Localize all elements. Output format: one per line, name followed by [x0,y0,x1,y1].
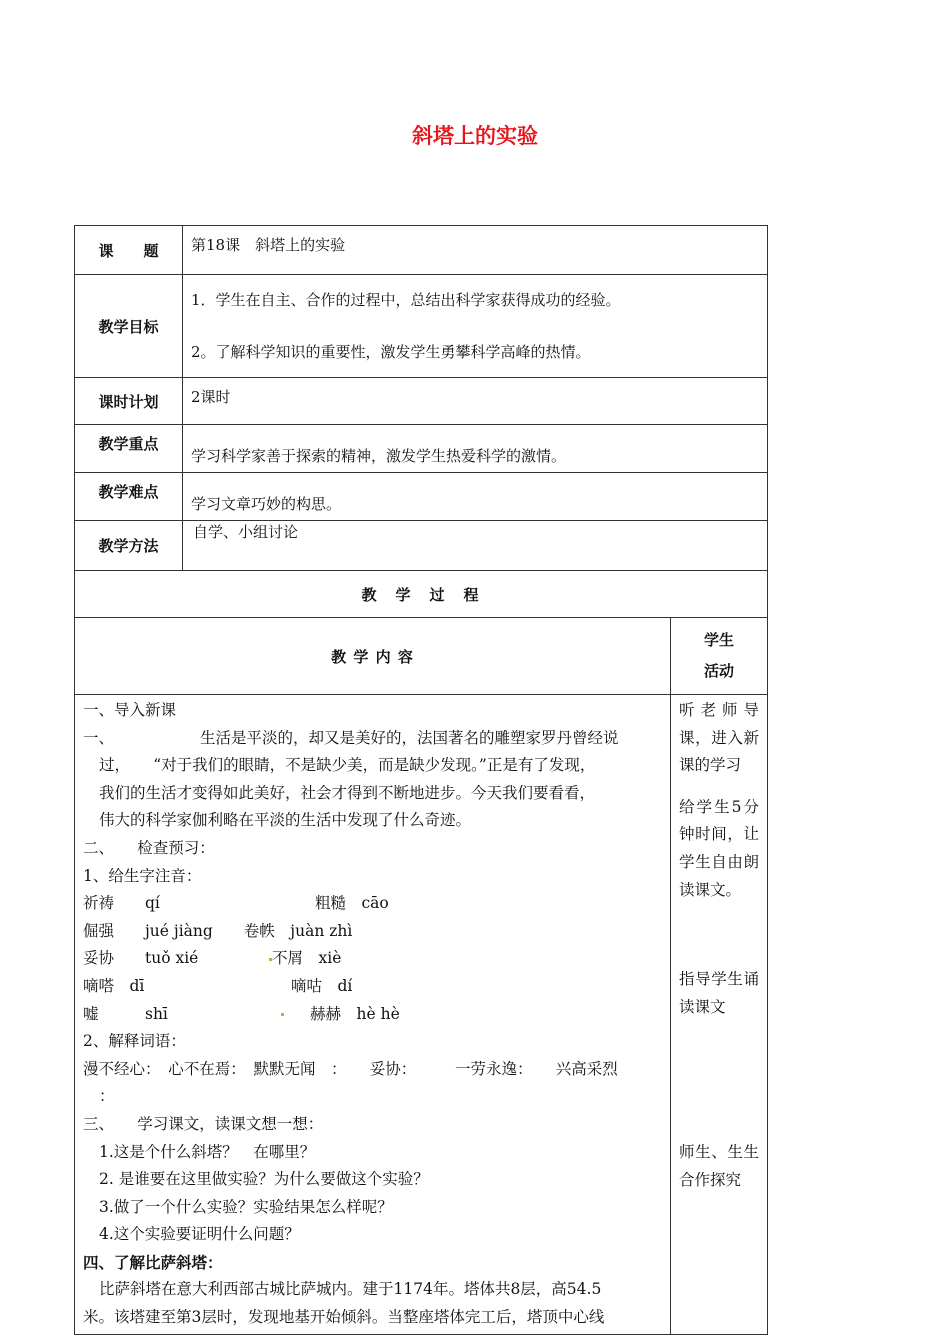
vocab-tail: ： [99,1087,115,1106]
vocab-line: 漫不经心： 心不在焉： 默默无闻 ： 妥协： 一劳永逸： 兴高采烈 [83,1059,618,1078]
row-process-header [75,571,768,618]
word-row-1 [83,890,666,918]
word-3b: 不屑 xiè [272,949,342,968]
goal-item-1: 1．学生在自主、合作的过程中，总结出科学家获得成功的经验。 [191,291,621,309]
word-4b: 嘀咕 dí [291,976,353,995]
activity-cell [671,695,768,1335]
hours-value: 2课时 [183,378,768,425]
section-1-line-1 [83,725,666,753]
section-1-line-4: 伟大的科学家伽利略在平淡的生活中发现了什么奇迹。 [99,811,472,830]
content-header: 教 学 内 容 [75,618,671,695]
method-label: 教学方法 [75,521,183,571]
activity-header [671,618,768,695]
section-2-sub-1: 1、给生字注音： [83,866,202,885]
row-process-body [75,695,768,1335]
activity-3: 指导学生诵读课文 [679,970,759,1016]
course-label: 课 题 [75,226,183,275]
question-1: 1.这是个什么斜塔？ 在哪里？ [99,1142,316,1161]
section-1-prefix: 一、 [83,728,115,747]
section-2-sub-2: 2、解释词语： [83,1032,186,1051]
method-value: 自学、小组讨论 [183,521,768,571]
section-4-para-1: 比萨斜塔在意大利西部古城比萨城内。建于1174年。塔体共8层，高54.5 [99,1280,602,1299]
word-row-3 [83,945,666,973]
goal-item-2: 2。了解科学知识的重要性，激发学生勇攀科学高峰的热情。 [191,343,591,361]
row-goal [75,275,768,378]
section-1-line-2: 过， “对于我们的眼睛，不是缺少美，而是缺少发现。”正是有了发现， [99,756,596,775]
goal-cell [183,275,768,378]
word-row-4 [83,973,666,1001]
section-2-title: 二、 检查预习： [83,838,215,857]
word-5b: 赫赫 hè hè [310,1004,400,1023]
lesson-info-table [74,225,768,1335]
activity-4: 师生、生生合作探究 [679,1143,759,1189]
mark-dot [281,1013,284,1016]
course-value: 第18课 斜塔上的实验 [183,226,768,275]
page-title: 斜塔上的实验 [412,124,538,148]
process-header: 教 学 过 程 [75,571,768,618]
focus-label: 教学重点 [75,425,183,473]
section-1-line-3: 我们的生活才变得如此美好，社会才得到不断地进步。今天我们要看看， [99,783,596,802]
section-4-title: 四、了解比萨斜塔： [83,1252,223,1272]
row-columns-header [75,618,768,695]
activity-header-line-2: 活动 [703,662,734,680]
content-cell [75,695,671,1335]
goal-label: 教学目标 [75,275,183,378]
difficulty-label: 教学难点 [75,473,183,521]
question-3: 3.做了一个什么实验？实验结果怎么样呢？ [99,1197,393,1216]
row-course [75,226,768,275]
word-4: 嘀嗒 dī [83,976,145,995]
word-5: 嘘 shī [83,1004,168,1023]
row-hours [75,378,768,425]
activity-header-line-1: 学生 [703,631,734,649]
hours-label: 课时计划 [75,378,183,425]
section-1-title: 一、导入新课 [83,701,177,719]
focus-value: 学习科学家善于探索的精神，激发学生热爱科学的激情。 [183,425,768,473]
section-4-para-2: 米。该塔建至第3层时，发现地基开始倾斜。当整座塔体完工后，塔顶中心线 [83,1308,605,1327]
activity-1: 听老师导课，进入新课的学习 [679,701,759,775]
section-1-text-1: 生活是平淡的，却又是美好的，法国著名的雕塑家罗丹曾经说 [200,728,619,747]
row-difficulty [75,473,768,521]
activity-2: 给学生5分钟时间，让学生自由朗读课文。 [679,797,759,899]
row-method [75,521,768,571]
difficulty-value: 学习文章巧妙的构思。 [183,473,768,521]
word-row-2: 倔强 jué jiàng 卷帙 juàn zhì [83,921,353,940]
question-4: 4.这个实验要证明什么问题？ [99,1225,300,1244]
word-1b: 粗糙 cāo [315,894,389,913]
word-row-5 [83,1001,666,1029]
question-2: 2. 是谁要在这里做实验？为什么要做这个实验？ [99,1170,429,1189]
section-3-title: 三、 学习课文，读课文想一想： [83,1114,324,1133]
word-3: 妥协 tuǒ xié [83,949,199,968]
row-focus [75,425,768,473]
word-1: 祈祷 qí [83,894,160,913]
